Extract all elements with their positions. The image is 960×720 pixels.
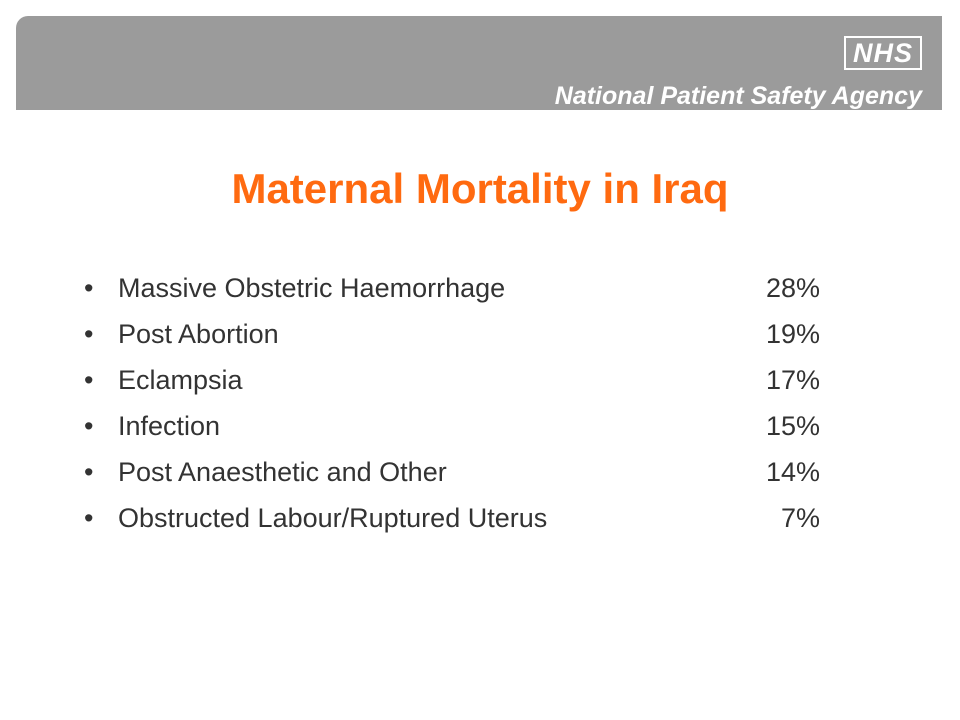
cause-percentage: 14%	[765, 457, 820, 487]
nhs-logo: NHS	[844, 36, 922, 70]
cause-label: Eclampsia	[118, 365, 243, 395]
list-item	[84, 314, 824, 360]
cause-percentage: 7%	[780, 503, 820, 533]
cause-label: Post Abortion	[118, 319, 279, 349]
header-banner	[16, 16, 942, 110]
bullet-icon: •	[84, 457, 94, 487]
cause-list	[84, 268, 824, 544]
list-item	[84, 498, 824, 544]
slide-title: Maternal Mortality in Iraq	[231, 165, 729, 212]
cause-label: Obstructed Labour/Ruptured Uterus	[118, 503, 548, 533]
cause-percentage: 28%	[765, 273, 820, 303]
list-item	[84, 452, 824, 498]
cause-percentage: 15%	[765, 411, 820, 441]
list-item	[84, 360, 824, 406]
bullet-icon: •	[84, 319, 94, 349]
cause-percentage: 19%	[765, 319, 820, 349]
bullet-icon: •	[84, 365, 94, 395]
list-item	[84, 406, 824, 452]
bullet-icon: •	[84, 411, 94, 441]
bullet-icon: •	[84, 273, 94, 303]
cause-label: Infection	[118, 411, 221, 441]
list-item	[84, 268, 824, 314]
cause-label: Massive Obstetric Haemorrhage	[118, 273, 506, 303]
cause-percentage: 17%	[765, 365, 820, 395]
organization-name: National Patient Safety Agency	[554, 82, 922, 110]
bullet-icon: •	[84, 503, 94, 533]
cause-label: Post Anaesthetic and Other	[118, 457, 447, 487]
